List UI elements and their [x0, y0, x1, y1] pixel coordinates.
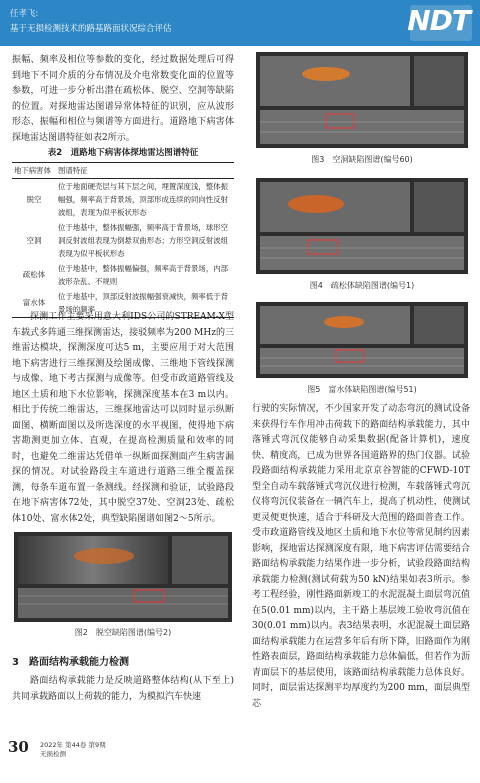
- footer-issue: 2022年 第44卷 第9期: [40, 741, 106, 749]
- figure-5-caption: 图5 富水体缺陷图谱(编号51): [307, 385, 417, 394]
- figure-2-caption: 图2 脱空缺陷图谱(编号2): [74, 628, 172, 637]
- left-bottom-paragraph: 路面结构承载能力是反映道路整体结构(从下至上)共同承载路面以上荷载的能力，为模拟汽车快速: [12, 676, 234, 702]
- figure-5-image: [256, 302, 468, 378]
- table-2: [12, 146, 234, 318]
- left-intro-paragraph: 振幅、频率及相位等参数的变化，经过数据处理后可得到地下不同介质的分布情况及介电常数变化面的位置等参数，可进一步分析出潜在疏松体、脱空、空洞等缺陷的位置。对探地雷达图谱异常体特征的识别，应从波形形态、振幅和相位与频谱等方面进行。道路地下病害体探地雷达图谱特征如表2所示。: [12, 55, 234, 143]
- header-title: 基于无损检测技术的路基路面状况综合评估: [10, 24, 172, 34]
- table-header-feature: 图谱特征: [56, 162, 234, 178]
- table-row: 疏松体 位于地基中，整体振幅偏强，频率高于背景场，内部波形杂乱、不规则: [22, 263, 228, 286]
- table-row: 富水体 位于地基中，顶部反射波振幅强衰减快，频率低于背景场的频率: [12, 289, 234, 318]
- left-method-paragraph: 探测工作主要采用意大利IDS公司的STREAM-X型车载式多阵通三维探测雷达，接驳频率为200 MHz的三维雷达模块，探测深度可达5 m，主要应用于对大范围地下病害进行三维探测及绘图成像、三维地下管线探测与成像、地下考古探测与成像等。但受市政道路管线及地区土质和地下水位影响，探测深度基本在3 m以内。相比于传统二维雷达，三维探地雷达可以同时显示纵断面图、横断面图以及所选深度的水平视图，使得地下病害勘测更加立体、直观，在提高检测质量和效率的同时，也避免二维雷达凭借单一纵断面探测面产生病害漏探的情况。对试验路段主车道进行道路三维全覆盖探测，每条车道布置一条测线。经探测和验证，试验路段在地下病害体72处，其中脱空37处、空洞23处、疏松体10处、富水体2处，典型缺陷图谱如图2～5所示。: [12, 312, 234, 524]
- figure-4-caption: 图4 疏松体缺陷图谱(编号1): [309, 281, 415, 290]
- right-paragraph: 行驶的实际情况，不少国家开发了动态弯沉的测试设备来获得行车作用冲击荷载下的路面结构承载能力，其中落锤式弯沉仪能够自动采集数据(配备计算机)，速度快、精度高，已成为世界各国道路界的热门仪器。试验段路面结构承载能力采用北京京谷智能的CFWD-10T型全自动车载落锤式弯沉仪进行检测，车载落锤式弯沉仪将弯沉仪装备在一辆汽车上，提高了机动性，使测试更灵便更快速，适合于科研及大范围的路面普查工作。受市政道路管线及地区土质和地下水位等常见制约因素影响，探地雷达探测深度有限，地下病害评估需要结合路面结构承载能力结果作进一步分析，试验段路面结构承载能力检测(测试荷载为50 kN)结果如表3所示。参考工程经验，刚性路面新竣工的水泥混凝土面层弯沉值在5(0.01 mm)以内，主干路上基层竣工验收弯沉值在30(0.01 mm)以内。表3结果表明，水泥混凝土面层路面结构承载能力在运营多年后有所下降，旧路面作为刚性路表面层，路面结构承载能力总体偏低，但若作为沥青面层下的基层使用，该路面结构承载能力总体良好。同时，面层雷达探测平均厚度约为200 mm，面层典型芯: [252, 404, 470, 709]
- footer-info: [40, 741, 106, 759]
- header-author: 任孝飞:: [10, 9, 39, 19]
- figure-4-image: [256, 178, 468, 274]
- table-caption: 表2 道路地下病害体探地雷达图谱特征: [47, 148, 199, 158]
- footer-journal: 无损检测: [40, 750, 66, 758]
- ndt-logo-text: NDT: [407, 4, 470, 37]
- table-row: 空洞 位于地基中，整体振幅强，频率高于背景场，球形空洞反射波组表现为倒悬双曲形态；方形空洞反射波组表现为似平板状形态: [26, 222, 228, 258]
- page-header: [0, 0, 480, 46]
- table-row: 脱空 位于地面硬壳层与其下层之间，埋置深度浅，整体振幅强，频率高于背景场，顶部形成连续的同向性反射波组，表现为似平板状形态: [26, 181, 228, 217]
- page-number: 30: [8, 738, 29, 756]
- figure-3-image: [256, 52, 468, 148]
- figure-2-image: [14, 532, 232, 622]
- section-3-heading: 3 路面结构承载能力检测: [12, 657, 129, 668]
- figure-3-caption: 图3 空洞缺陷图谱(编号60): [311, 155, 413, 164]
- feature-table: [12, 162, 234, 318]
- table-header-type: 地下病害体: [12, 162, 56, 178]
